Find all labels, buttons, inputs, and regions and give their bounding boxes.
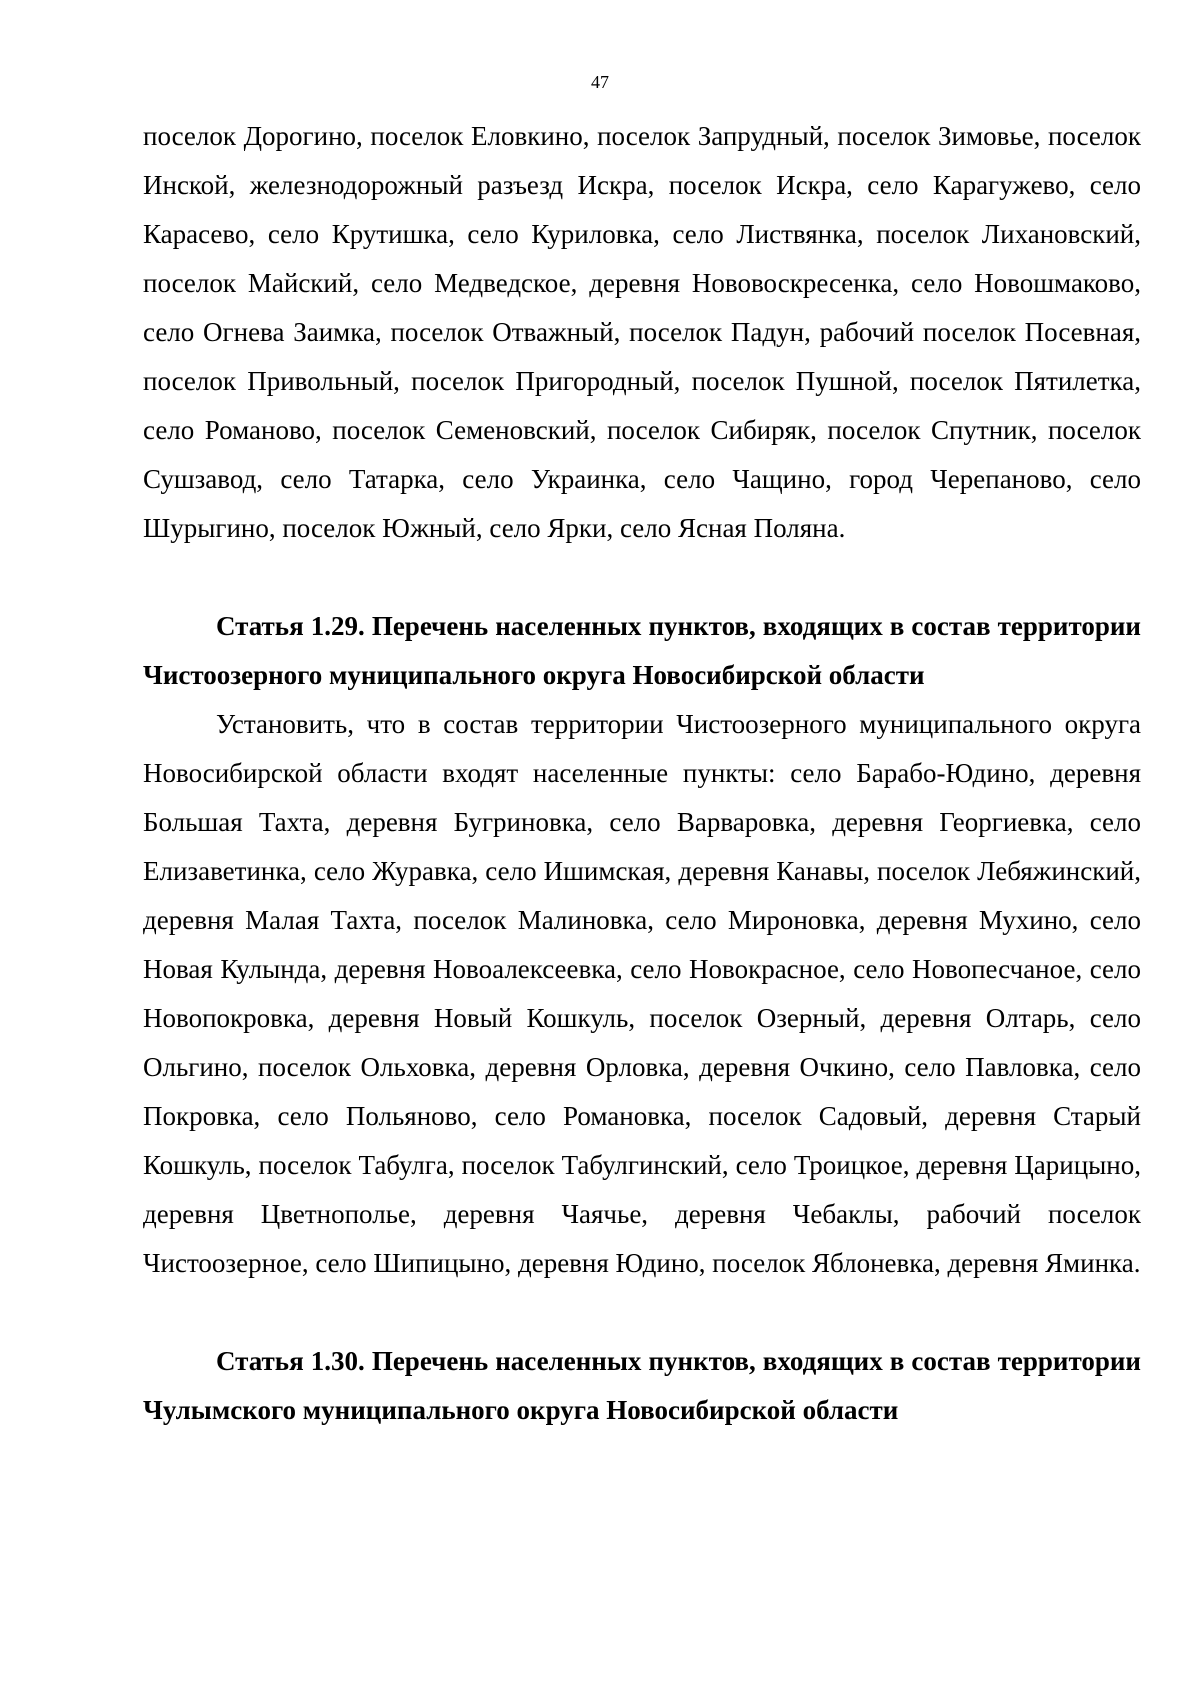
section-spacer [143, 553, 1141, 602]
continuation-paragraph: поселок Дорогино, поселок Еловкино, поселок Запрудный, поселок Зимовье, поселок Инской, железнодорожный разъезд Искра, поселок Искра, село Карагужево, село Карасево, село Крутишка, село Куриловка, село Листвянка, поселок Лихановский, поселок Майский, село Медведское, деревня Нововоскресенка, село Новошмаково, село Огнева Заимка, поселок Отважный, поселок Падун, рабочий поселок Посевная, поселок Привольный, поселок Пригородный, поселок Пушной, поселок Пятилетка, село Романово, поселок Семеновский, поселок Сибиряк, поселок Спутник, поселок Сушзавод, село Татарка, село Украинка, село Чащино, город Черепаново, село Шурыгино, поселок Южный, село Ярки, село Ясная Поляна. [143, 121, 1141, 543]
section-spacer [143, 1288, 1141, 1337]
article-heading-1-29: Статья 1.29. Перечень населенных пунктов, входящих в состав территории Чистоозерного муниципального округа Новосибирской области [143, 611, 1141, 690]
article-body-1-29: Установить, что в состав территории Чистоозерного муниципального округа Новосибирской области входят населенные пункты: село Барабо-Юдино, деревня Большая Тахта, деревня Бугриновка, село Варваровка, деревня Георгиевка, село Елизаветинка, село Журавка, село Ишимская, деревня Канавы, поселок Лебяжинский, деревня Малая Тахта, поселок Малиновка, село Мироновка, деревня Мухино, село Новая Кулында, деревня Новоалексеевка, село Новокрасное, село Новопесчаное, село Новопокровка, деревня Новый Кошкуль, поселок Озерный, деревня Олтарь, село Ольгино, поселок Ольховка, деревня Орловка, деревня Очкино, село Павловка, село Покровка, село Польяново, село Романовка, поселок Садовый, деревня Старый Кошкуль, поселок Табулга, поселок Табулгинский, село Троицкое, деревня Царицыно, деревня Цветнополье, деревня Чаячье, деревня Чебаклы, рабочий поселок Чистоозерное, село Шипицыно, деревня Юдино, поселок Яблоневка, деревня Яминка. [143, 709, 1141, 1278]
page-number: 47 [591, 72, 609, 92]
article-heading-1-30: Статья 1.30. Перечень населенных пунктов, входящих в состав территории Чулымского муниципального округа Новосибирской области [143, 1346, 1141, 1425]
document-body [143, 112, 1141, 1435]
